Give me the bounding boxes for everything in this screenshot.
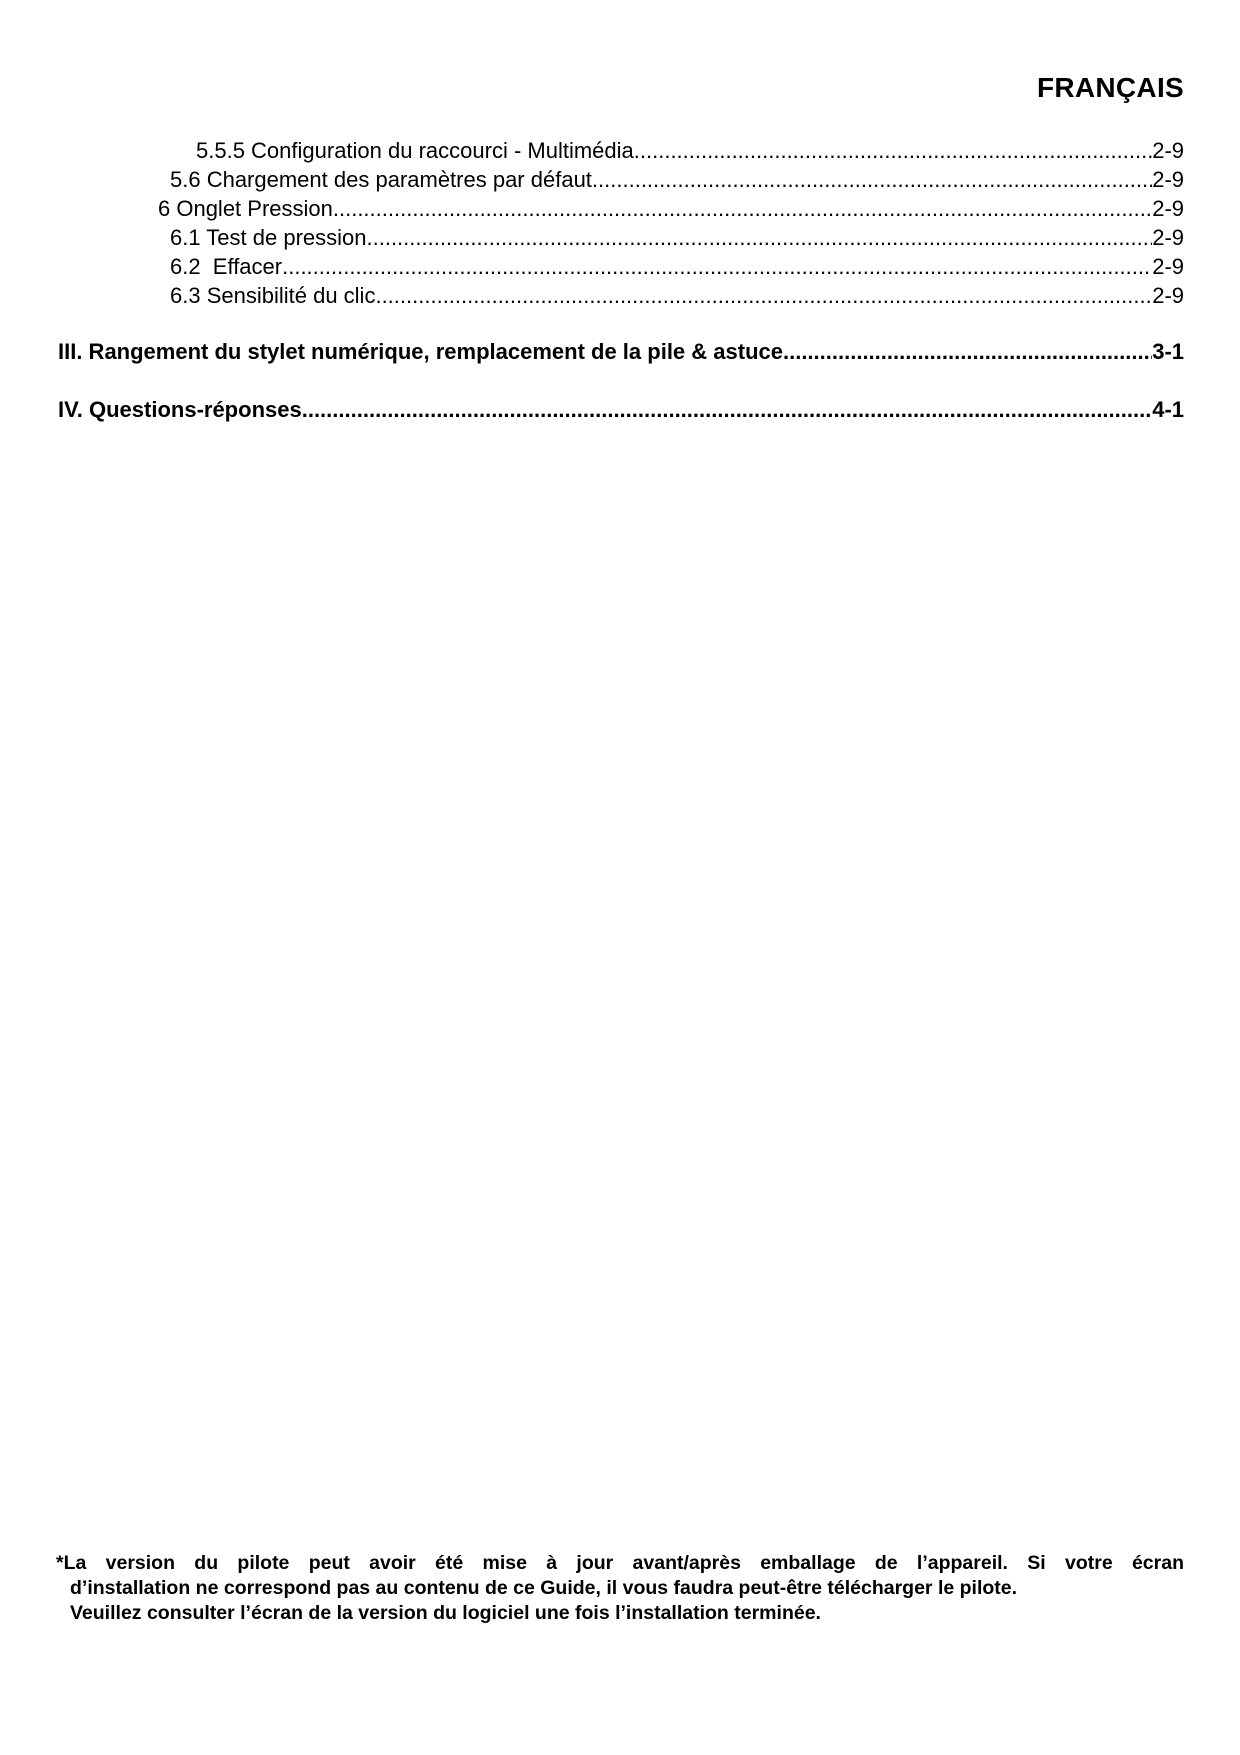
toc-entry-label: 6 Onglet Pression — [158, 196, 333, 221]
toc-entry-page: 2-9 — [1152, 167, 1184, 192]
toc-entry-label: 6.3 Sensibilité du clic — [170, 283, 376, 308]
toc-entry-page: 2-9 — [1152, 138, 1184, 163]
toc-entry-label: IV. Questions-réponses — [58, 397, 302, 422]
toc-entry-page: 4-1 — [1152, 397, 1184, 422]
driver-version-footnote — [56, 1551, 1184, 1626]
toc-dot-leader — [592, 165, 1152, 194]
toc-dot-leader — [333, 194, 1152, 223]
toc-entry-6-2 — [170, 252, 1184, 281]
toc-dot-leader — [375, 281, 1152, 310]
language-title: FRANÇAIS — [1036, 72, 1184, 103]
toc-entry-page: 2-9 — [1152, 196, 1184, 221]
footnote-line: d’installation ne correspond pas au contenu de ce Guide, il vous faudra peut-être télécharger le pilote. — [70, 1577, 1018, 1599]
toc-entry-page: 2-9 — [1152, 254, 1184, 279]
toc-dot-leader — [634, 136, 1152, 165]
toc-entry-6-3 — [170, 281, 1184, 310]
toc-entry-6 — [158, 194, 1184, 223]
toc-entry-5-5-5 — [196, 136, 1184, 165]
footnote-line: Veuillez consulter l’écran de la version du logiciel une fois l’installation terminée. — [70, 1602, 821, 1624]
toc-entry-label: 6.2 Effacer — [170, 254, 283, 279]
toc-entry-chapter-iv — [58, 395, 1184, 424]
toc-entry-chapter-iii — [58, 337, 1184, 366]
toc-dot-leader — [302, 395, 1152, 424]
toc-entry-6-1 — [170, 223, 1184, 252]
toc-dot-leader — [783, 337, 1152, 366]
toc-entry-page: 2-9 — [1152, 283, 1184, 308]
footnote-line: *La version du pilote peut avoir été mise à jour avant/après emballage de l’appareil. Si votre écran — [56, 1552, 1184, 1574]
toc-entry-page: 3-1 — [1152, 339, 1184, 364]
toc-entry-page: 2-9 — [1152, 225, 1184, 250]
toc-entry-label: 5.5.5 Configuration du raccourci - Multimédia — [196, 138, 634, 163]
toc-entry-label: III. Rangement du stylet numérique, remplacement de la pile & astuce — [58, 339, 783, 364]
toc-entry-5-6 — [170, 165, 1184, 194]
toc-dot-leader — [282, 252, 1152, 281]
toc-entry-label: 6.1 Test de pression — [170, 225, 367, 250]
toc-entry-label: 5.6 Chargement des paramètres par défaut — [170, 167, 592, 192]
toc-dot-leader — [367, 223, 1153, 252]
